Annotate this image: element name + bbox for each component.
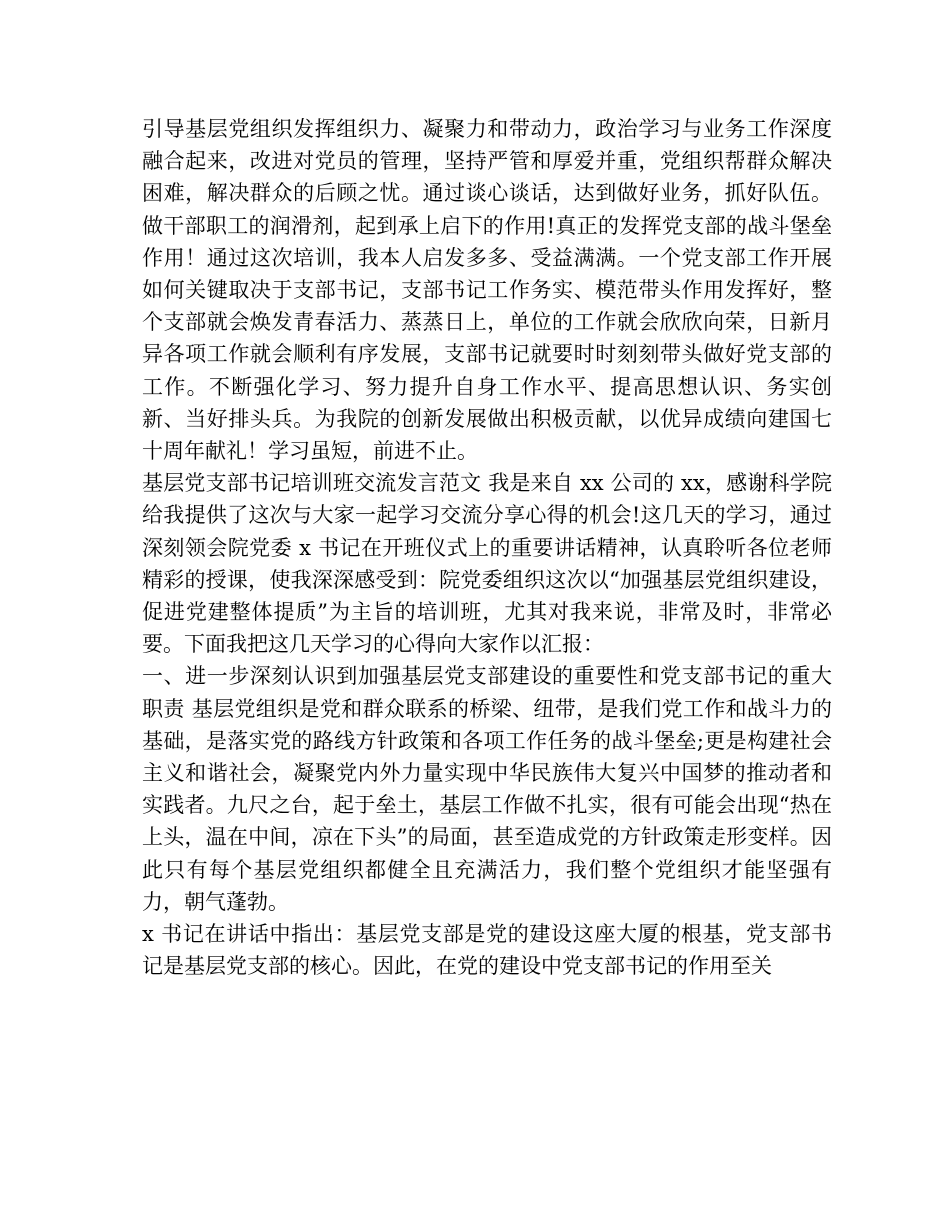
document-body	[142, 113, 832, 982]
paragraph-secretary-remarks: x 书记在讲话中指出：基层党支部是党的建设这座大厦的根基，党支部书记是基层党支部的核心。因此，在党的建设中党支部书记的作用至关	[142, 922, 832, 979]
paragraph-speech-intro: 基层党支部书记培训班交流发言范文 我是来自 xx 公司的 xx，感谢科学院给我提供了这次与大家一起学习交流分享心得的机会!这几天的学习，通过深刻领会院党委 x 书记在开班仪式上的重要讲话精神，认真聆听各位老师精彩的授课，使我深深感受到：院党委组织这次以“加强基层党组织建设，促进党建整体提质”为主旨的培训班，尤其对我来说，非常及时，非常必要。下面我把这几天学习的心得向大家作以汇报：	[142, 471, 832, 657]
paragraph-section-one: 一、进一步深刻认识到加强基层党支部建设的重要性和党支部书记的重大职责 基层党组织是党和群众联系的桥梁、纽带，是我们党工作和战斗力的基础，是落实党的路线方针政策和各项工作任务的战斗堡垒;更是构建社会主义和谐社会，凝聚党内外力量实现中华民族伟大复兴中国梦的推动者和实践者。九尺之台，起于垒土，基层工作做不扎实，很有可能会出现“热在上头，温在中间，凉在下头”的局面，甚至造成党的方针政策走形变样。因此只有每个基层党组织都健全且充满活力，我们整个党组织才能坚强有力，朝气蓬勃。	[142, 664, 832, 914]
paragraph-continuation: 引导基层党组织发挥组织力、凝聚力和带动力，政治学习与业务工作深度融合起来，改进对党员的管理，坚持严管和厚爱并重，党组织帮群众解决困难，解决群众的后顾之忧。通过谈心谈话，达到做好业务，抓好队伍。做干部职工的润滑剂，起到承上启下的作用!真正的发挥党支部的战斗堡垒作用！通过这次培训，我本人启发多多、受益满满。一个党支部工作开展如何关键取决于支部书记，支部书记工作务实、模范带头作用发挥好，整个支部就会焕发青春活力、蒸蒸日上，单位的工作就会欣欣向荣，日新月异各项工作就会顺利有序发展，支部书记就要时时刻刻带头做好党支部的工作。不断强化学习、努力提升自身工作水平、提高思想认识、务实创新、当好排头兵。为我院的创新发展做出积极贡献，以优异成绩向建国七十周年献礼！学习虽短，前进不止。	[142, 117, 832, 464]
